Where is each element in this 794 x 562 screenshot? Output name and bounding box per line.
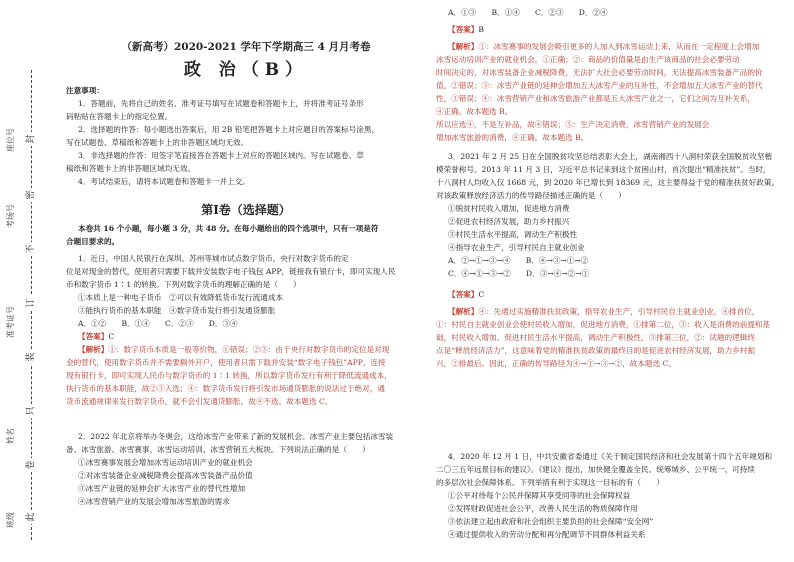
question-4 <box>436 450 786 541</box>
q2-analysis-line: 值，②错误；③：冰雪产业链的延伸会增加五大冰雪产业的互补性，不会增加五大冰雪产业的替代 <box>436 81 763 90</box>
subject-title: 政 治（B） <box>183 60 309 80</box>
q4-option: ③依法建立起由政府和社会组织主要负担的社会保障“安全网” <box>448 517 654 526</box>
notes-item: 2．选择题的作答：每小题选出答案后，用 2B 铅笔把答题卡上对应题目的答案标号涂黑， <box>78 125 380 134</box>
admission-number-field: 准考证号 <box>6 306 15 338</box>
q3-option: ①脱贫村民收入增加，促进地方消费 <box>448 204 570 213</box>
intro-line: 合题目要求的。 <box>66 237 120 246</box>
exam-title: （新高考）2020-2021 学年下学期高三 4 月月考卷 <box>121 41 371 53</box>
q4-stem-line: 二〇三五年远景目标的建议》。《建议》提出，加快健全覆盖全民、统筹城乡、公平统一、可持续 <box>436 465 755 474</box>
q2-analysis-line: 所以应选④，不是互补品，故④错误；⑤：生产决定消费，冰雪营销产业的发展会 <box>436 120 710 129</box>
q1-option: ③能执行货币的基本职能 ④数字货币发行将引发通货膨胀 <box>78 306 276 315</box>
question-2-continued <box>436 6 786 144</box>
q3-stem-line: 模荣誉称号。2013 年 11 月 3 日，习近平总书记来到这个贫困山村，首次提出“精准扶贫”。当时， <box>436 165 771 174</box>
q4-stem-line: 的多层次社会保障体系。下列举措有利于实现这一目标的有（ ） <box>436 478 664 487</box>
notes-item: 4．考试结束后，请将本试题卷和答题卡一并上交。 <box>78 177 250 186</box>
class-field: 班级 <box>6 512 15 528</box>
notes-item: 码粘贴在答题卡上的指定位置。 <box>66 112 173 121</box>
q2-option: ①冰雪赛事发展会增加冰雪运动培训产业的就业机会 <box>78 458 253 467</box>
q4-option: ④通过提供收入的劳动分配和再分配调节不同群体利益关系 <box>448 530 646 539</box>
q2-option: ②对冰雪装备企业减税降费会提高冰雪装备产品价值 <box>78 471 253 480</box>
q2-option: ④冰雪营销产业的发展会增加冰雪旅游的需求 <box>78 497 230 506</box>
q1-stem-line: 位是对现金的替代，使用者只需要下载并安装数字电子钱包 APP，链接我有银行卡，即可实现人民 <box>66 267 396 276</box>
binding-char: 不 <box>24 242 38 256</box>
q1-answer: C <box>108 332 115 341</box>
q1-option: ①本质上是一种电子货币 ②可以有效降低货币发行流通成本 <box>78 293 284 302</box>
binding-char: 只 <box>24 404 38 418</box>
q1-analysis-line: ①：数字货币本质是一般等价物，①错误；②③：由于央行对数字货币的定位是对现 <box>108 345 390 354</box>
notes-item: 1．答题前，先将自己的姓名、准考证号填写在试题卷和答题卡上，并将准考证号条形 <box>78 99 364 108</box>
name-field: 姓名 <box>6 428 15 444</box>
q2-analysis-line: 增加冰雪旅游的消费，④正确。故本题选 B。 <box>436 133 589 142</box>
q2-analysis-line: 时间决定的，对冰雪装备企业减税降费，无法扩大社会必要劳动时间，无法提高冰雪装备产品的价 <box>436 68 763 77</box>
q3-stem-line: 十八洞村人均收入仅 1668 元，到 2020 年已增长到 18369 元，这主要得益于党的精准扶贫好政策。 <box>436 178 780 187</box>
binding-char: 此 <box>24 510 38 524</box>
q2-analysis-line: ④正确。故本题选 B。 <box>436 107 513 116</box>
q2-analysis-line: 冰雪运动培训产业的就业机会，①正确；②：商品的价值量是由生产该商品的社会必要劳动 <box>436 55 740 64</box>
notes-item: 3．非选择题的作答：用签字笔直接答在答题卡上对应的答题区域内。写在试题卷、草 <box>78 151 364 160</box>
question-1 <box>66 252 426 408</box>
q2-choices: A．①③ B．①④ C．②③ D．②④ <box>448 8 608 17</box>
q3-option: ④指导农业生产，引导村民自主就业创业 <box>448 243 585 252</box>
q4-option: ①公平对待每个公民并保障其享受同等的社会保障权益 <box>448 491 631 500</box>
analysis-tag: 【解析】 <box>448 307 479 316</box>
notes-heading: 注意事项： <box>66 86 104 95</box>
seat-number-field: 座位号 <box>6 128 15 152</box>
q3-choices: C．④→①→③→② D．③→④→②→① <box>448 269 590 278</box>
q3-option: ③村民生活水平提高，调动生产积极性 <box>448 230 578 239</box>
q1-analysis-line: 执行货币的基本职能，故②③入选；④：数字货币发行将引发市场通货膨胀的说法过于绝对，通 <box>66 384 385 393</box>
question-3 <box>436 150 786 370</box>
q2-stem-line: 备、冰雪旅游、冰雪赛事、冰雪运动培训、冰雪营销五大板块。下列说法正确的是（ ） <box>66 445 370 454</box>
q2-stem-line: 2．2022 年北京将举办冬奥会，这给冰雪产业带来了新的发展机会。冰雪产业主要包括冰雪装 <box>78 432 394 441</box>
binding-char: 订 <box>24 296 38 310</box>
binding-char: 装 <box>24 350 38 364</box>
q3-choices: A．②→①→③→④ B．④→③→①→② <box>448 256 589 265</box>
q2-answer: B <box>478 25 484 34</box>
q1-stem-line: 币和数字货币 1∶1 的转换。下列对数字货币的理解正确的是（ ） <box>66 280 301 289</box>
analysis-tag: 【解析】 <box>78 345 109 354</box>
notes-item: 稿纸和答题卡上的非答题区域均无效。 <box>66 164 196 173</box>
q3-stem-line: 3．2021 年 2 月 25 日在全国脱贫攻坚总结表彰大会上，湖南湘西十八洞村荣获全国脱贫攻坚楷 <box>448 152 773 161</box>
binding-margin <box>4 70 44 540</box>
analysis-tag: 【解析】 <box>448 42 479 51</box>
answer-tag: 【答案】 <box>78 332 109 341</box>
q3-analysis-line: 兴，②排最后。因此，正确的传导路径为④→①→③→②，故本题选 C。 <box>436 359 676 368</box>
q4-stem-line: 4．2020 年 12 月 1 日，中共安徽省委通过《关于制定国民经济和社会发展第十四个五年规划和 <box>448 452 773 461</box>
q1-analysis-line: 金的替代，使用数字货币并不需要额外开户，使用者只需下载并安装“数字电子钱包”APP，连接 <box>66 358 386 367</box>
q2-analysis-line: ①：冰雪赛事的发展会吸引更多的人加入到冰雪运动上来，从而在一定程度上会增加 <box>478 42 760 51</box>
question-2 <box>66 430 426 508</box>
answer-tag: 【答案】 <box>448 25 479 34</box>
answer-tag: 【答案】 <box>448 290 479 299</box>
q1-choices: A．①② B．①④ C．②③ D．③④ <box>78 319 238 328</box>
q2-option: ③冰雪产业链的延伸会扩大冰雪产业的替代性增加 <box>78 484 246 493</box>
q3-analysis-line: ①：村民自主就业创业会使村民收入增加，促进地方消费，①排第二位，③：收入是消费的前提和基 <box>436 320 771 329</box>
q2-analysis-line: 性，③错误；④：冰雪营销产业和冰雪旅游产业都是五大冰雪产业之一，它们之间为互补关系， <box>436 94 755 103</box>
q1-analysis-line: 现有银行卡，即可实现人民币与数字货币的 1∶1 转换，所以数字货币发行有利于降低流通成本， <box>66 371 392 380</box>
q1-analysis-line: 货币流通规律来发行数字货币，就不会引发通货膨胀，故④不选。故本题选 C。 <box>66 397 333 406</box>
q3-option: ②促进农村经济发展，助力乡村振兴 <box>448 217 570 226</box>
notes-section <box>66 84 426 188</box>
q3-analysis-line: 础，村民收入增加，促进村民生活水平提高，调动生产积极性，③排第三位，②：试题的逻辑终 <box>436 333 755 342</box>
q3-stem-line: 对该政策释放经济活力的传导路径描述正确的是（ ） <box>436 191 626 200</box>
q4-option: ②发挥财政促进社会公平，改善人民生活的物质保障作用 <box>448 504 638 513</box>
q3-answer: C <box>478 290 485 299</box>
binding-char: 密 <box>24 188 38 202</box>
notes-item: 写在试题卷、草稿纸和答题卡上的非答题区域均无效。 <box>66 138 249 147</box>
part1-title: 第Ⅰ卷（选择题） <box>201 203 291 217</box>
q1-stem-line: 1．近日，中国人民银行在深圳、苏州等城市试点数字货币，央行对数字货币的定 <box>78 254 349 263</box>
intro-line: 本卷共 16 个小题，每小题 3 分，共 48 分。在每小题给出的四个选项中，只有一项是符 <box>78 224 379 233</box>
exam-room-field: 考场号 <box>6 204 15 228</box>
q3-analysis-line: ④：先通过实施精准扶贫政策，指导农业生产，引导村民自主就业创业，④排首位， <box>478 307 760 316</box>
q3-analysis-line: 点是“释放经济活力”，这意味着党的精准扶贫政策的最终目的是促进农村经济发展，助力乡村振 <box>436 346 756 355</box>
binding-char: 卷 <box>24 458 38 472</box>
part1-intro <box>66 222 426 248</box>
binding-char: 封 <box>24 132 38 146</box>
